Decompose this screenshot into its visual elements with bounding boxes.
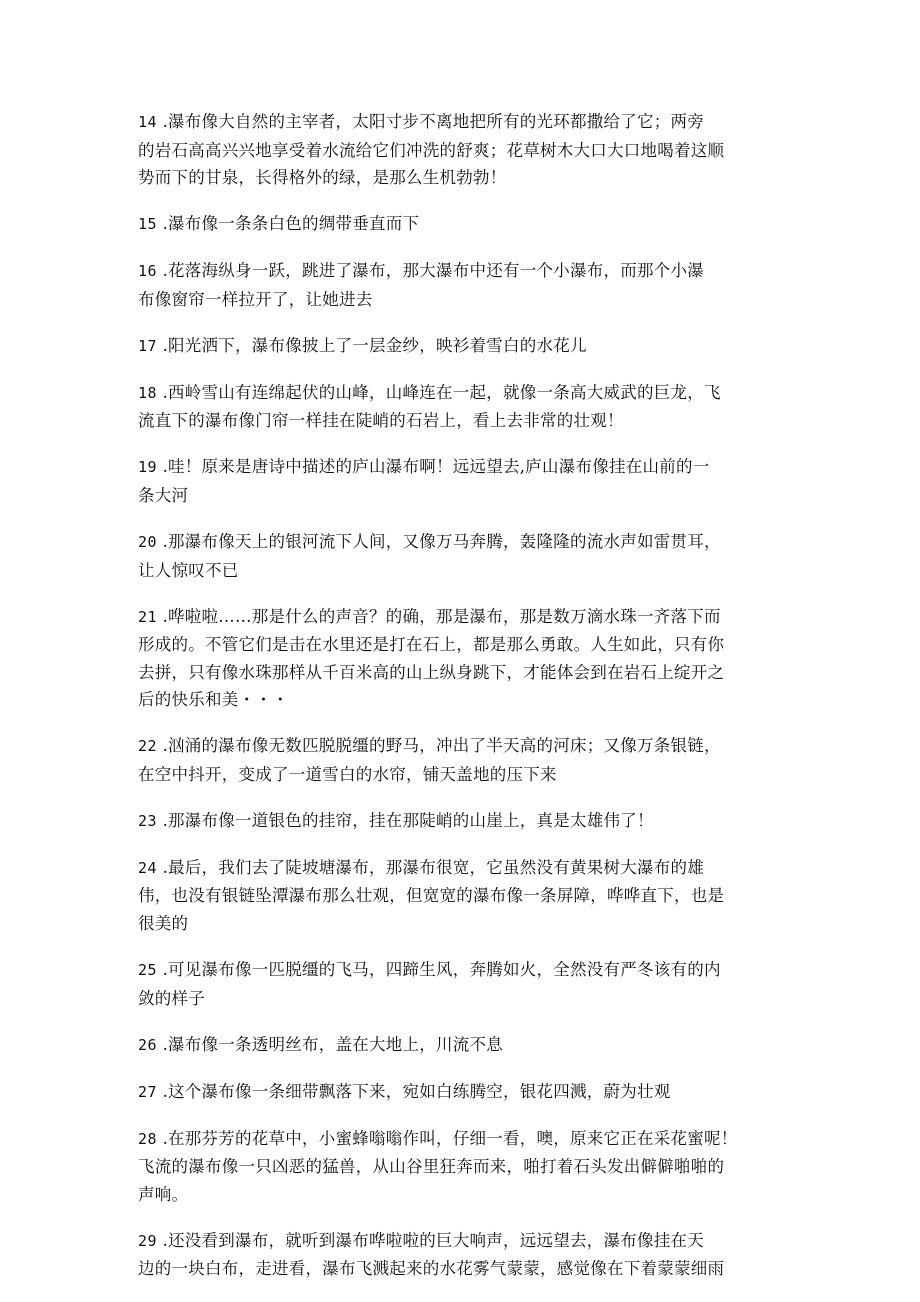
list-item [138,1125,788,1209]
item-text: .瀑布像大自然的主宰者，太阳寸步不离地把所有的光环都撒给了它；两旁 [162,112,705,131]
text-line [138,407,788,435]
item-text: 去拼，只有像水珠那样从千百米高的山上纵身跳下，才能体会到在岩石上绽开之 [138,662,725,682]
item-text: .那瀑布像天上的银河流下人间，又像万马奔腾，轰隆隆的流水声如雷贯耳， [162,532,721,552]
item-text: 布像窗帘一样拉开了，让她进去 [138,289,373,309]
list-item [138,807,788,836]
text-line [138,453,788,482]
list-item [138,854,788,938]
text-line [138,286,788,314]
item-text: 伟，也没有银链坠潭瀑布那么壮观，但宽宽的瀑布像一条屏障，哗哗直下，也是 [138,886,725,906]
text-line [138,631,788,659]
list-item [138,257,788,313]
text-line [138,1153,788,1181]
text-line [138,482,788,510]
item-text: .瀑布像一条透明丝布，盖在大地上，川流不息 [162,1034,504,1054]
text-line [138,985,788,1013]
text-line [138,761,788,789]
item-text: 势而下的甘泉，长得格外的绿，是那么生机勃勃！ [138,168,507,187]
item-text: 在空中抖开，变成了一道雪白的水帘，铺天盖地的压下来 [138,764,557,784]
item-text: .这个瀑布像一条细带飘落下来，宛如白练腾空，银花四溅，蔚为壮观 [162,1081,671,1101]
item-text: 飞流的瀑布像一只凶恶的猛兽，从山谷里狂奔而来，啪打着石头发出僻僻啪啪的 [138,1157,725,1177]
text-line [138,882,788,910]
item-text: .还没看到瀑布，就听到瀑布哗啦啦的巨大响声，远远望去，瀑布像挂在天 [162,1230,705,1250]
item-text: .花落海纵身一跃，跳进了瀑布，那大瀑布中还有一个小瀑布，而那个小瀑 [162,261,705,281]
item-number: 25 [138,961,158,980]
item-number: 17 [138,336,158,355]
item-number: 24 [138,858,158,877]
item-number: 22 [138,737,158,756]
item-text: .阳光洒下，瀑布像披上了一层金纱，映衫着雪白的水花儿 [162,335,587,355]
item-number: 15 [138,215,158,234]
text-line [138,332,788,361]
item-number: 21 [138,607,158,626]
item-text: 让人惊叹不已 [138,560,239,580]
text-line [138,210,788,239]
list-item [138,1078,788,1107]
item-text: 后的快乐和美・・・ [138,690,289,710]
list-item [138,332,788,361]
item-text: 形成的。不管它们是击在水里还是打在石上，都是那么勇敢。人生如此，只有你 [138,635,725,655]
item-text: .哇！原来是唐诗中描述的庐山瀑布啊！远远望去,庐山瀑布像挂在山前的一 [162,457,710,477]
item-text: .在那芬芳的花草中，小蜜蜂嗡嗡作叫，仔细一看，噢，原来它正在采花蜜呢！ [162,1128,738,1148]
text-line [138,910,788,938]
list-item [138,108,788,192]
item-text: .那瀑布像一道银色的挂帘，挂在那陡峭的山崖上，真是太雄伟了！ [162,810,654,830]
item-text: 声响。 [138,1184,189,1204]
item-text: .汹涌的瀑布像无数匹脱脱缰的野马，冲出了半天高的河床；又像万条银链， [162,736,721,756]
text-line [138,379,788,408]
item-text: .哗啦啦……那是什么的声音？的确，那是瀑布，那是数万滴水珠一齐落下而 [162,606,721,626]
list-item [138,453,788,509]
text-line [138,1031,788,1060]
item-text: .西岭雪山有连绵起伏的山峰，山峰连在一起，就像一条高大威武的巨龙，飞 [162,382,721,402]
item-number: 27 [138,1082,158,1101]
item-text: 敛的样子 [138,988,205,1008]
list-item [138,1031,788,1060]
list-item [138,379,788,435]
text-line [138,807,788,836]
item-number: 19 [138,458,158,477]
document-body [138,108,788,1302]
text-line [138,956,788,985]
item-number: 23 [138,811,158,830]
item-number: 16 [138,262,158,281]
text-line [138,686,788,714]
item-text: .可见瀑布像一匹脱缰的飞马，四蹄生风，奔腾如火，全然没有严冬该有的内 [162,960,721,980]
item-number: 18 [138,383,158,402]
text-line [138,557,788,585]
list-item [138,603,788,714]
list-item [138,956,788,1012]
item-text: .最后，我们去了陡坡塘瀑布，那瀑布很宽，它虽然没有黄果树大瀑布的雄 [162,857,705,877]
text-line [138,1125,788,1154]
item-number: 28 [138,1129,158,1148]
list-item [138,528,788,584]
item-text: 边的一块白布，走进看，瀑布飞溅起来的水花雾气蒙蒙，感觉像在下着蒙蒙细雨 [138,1259,725,1279]
item-text: 的岩石高高兴兴地享受着水流给它们冲洗的舒爽；花草树木大口大口地喝着这顺 [138,140,725,160]
text-line [138,1181,788,1209]
text-line [138,732,788,761]
text-line [138,257,788,286]
list-item [138,1227,788,1283]
text-line [138,164,788,192]
text-line [138,854,788,883]
text-line [138,1227,788,1256]
item-text: 条大河 [138,485,189,505]
item-number: 20 [138,533,158,552]
item-number: 29 [138,1231,158,1250]
text-line [138,108,788,137]
text-line [138,1078,788,1107]
item-text: .瀑布像一条条白色的绸带垂直而下 [162,214,420,234]
item-number: 26 [138,1035,158,1054]
text-line [138,137,788,165]
item-text: 很美的 [138,913,189,933]
list-item [138,210,788,239]
list-item [138,732,788,788]
text-line [138,1255,788,1283]
item-text: 流直下的瀑布像门帘一样挂在陡峭的石岩上，看上去非常的壮观！ [138,411,624,431]
text-line [138,659,788,687]
text-line [138,603,788,632]
item-number: 14 [138,113,158,131]
text-line [138,528,788,557]
